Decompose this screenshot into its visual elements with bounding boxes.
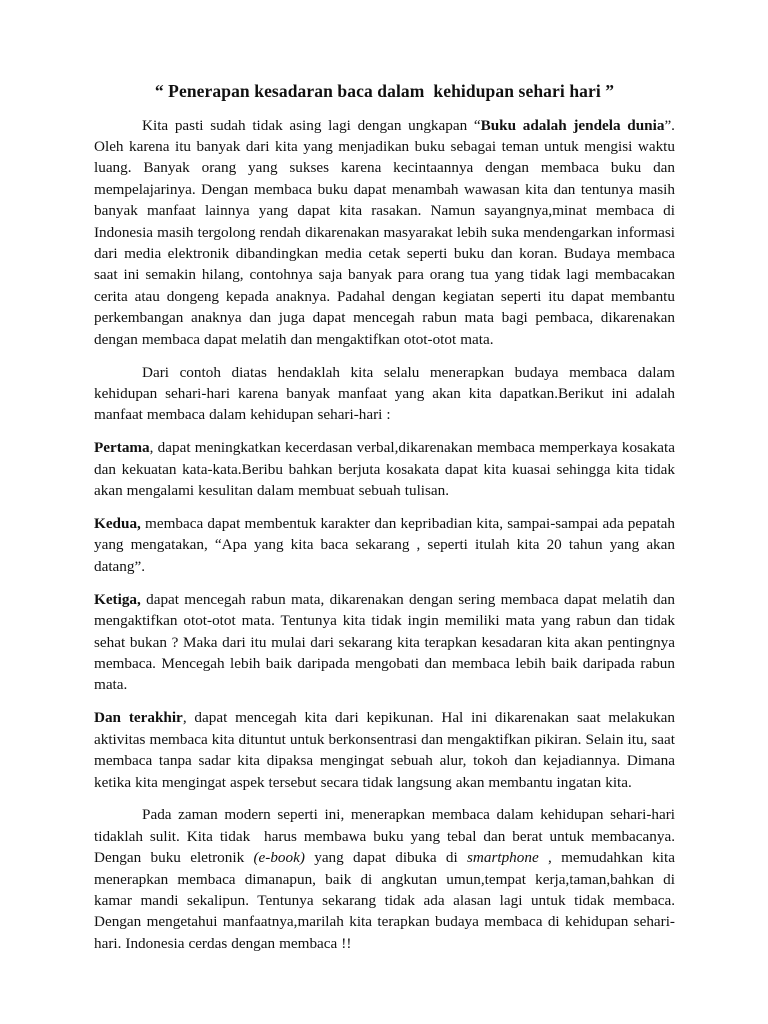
paragraph-benefit-ketiga [94, 589, 679, 696]
text-run: Pada zaman modern seperti ini, menerapkan membaca dalam kehidupan sehari-hari tidaklah sulit. Kita tidak harus membawa buku yang tebal dan berat untuk membacanya. Dengan buku eletronik [94, 806, 679, 867]
text-run: yang dapat dibuka di [304, 849, 467, 867]
text-run: , dapat meningkatkan kecerdasan verbal,dikarenakan membaca memperkaya kosakata dan kekuatan kata-kata.Beribu bahkan berjuta kosakata dapat kita kuasai sehingga kita tidak akan mengalami kesulitan dalam membuat sebuah tulisan. [94, 439, 679, 500]
text-run: membaca dapat membentuk karakter dan kepribadian kita, sampai-sampai ada pepatah yang mengatakan, “Apa yang kita baca sekarang , seperti itulah kita 20 tahun yang akan datang”. [94, 515, 679, 575]
paragraph-benefit-terakhir [94, 707, 679, 793]
italic-run: smartphone [466, 849, 539, 867]
bold-run: Buku adalah jendela dunia [480, 116, 665, 134]
bold-run: Ketiga, [94, 590, 141, 608]
paragraph-benefit-pertama [94, 437, 679, 501]
text-run: ”. Oleh karena itu banyak dari kita yang menjadikan buku sebagai teman untuk mengisi waktu luang. Banyak orang yang sukses karena kecintaannya dengan membaca buku dan mempelajarinya. Dengan membaca buku dapat menambah wawasan kita dan tentunya masih banyak manfaat lainnya yang dapat kita rasakan. Namun sayangnya,minat membaca di Indonesia masih tergolong rendah dikarenakan masyarakat lebih suka mendengarkan informasi dari media elektronik dibandingkan media cetak seperti buku dan koran. Budaya membaca saat ini semakin hilang, contohnya saja banyak para orang tua yang tidak lagi membacakan cerita atau dongeng kepada anaknya. Padahal dengan kegiatan seperti itu dapat membantu perkembangan anaknya dan juga dapat mencegah rabun mata bagi pembaca, dikarenakan dengan membaca dapat melatih dan mengaktifkan otot-otot mata. [94, 116, 679, 348]
bold-run: Dan terakhir [94, 709, 183, 727]
text-run: , dapat mencegah kita dari kepikunan. Hal ini dikarenakan saat melakukan aktivitas membaca kita dituntut untuk berkonsentrasi dan mengaktifkan pikiran. Selain itu, saat membaca tanpa sadar kita dipaksa mengingat sebuah alur, tokoh dan kejadiannya. Dimana ketika kita mengingat aspek tersebut secara tidak langsung akan membantu ingatan kita. [94, 709, 679, 791]
paragraph-intro [94, 115, 679, 350]
paragraph-container [94, 115, 679, 955]
text-run: dapat mencegah rabun mata, dikarenakan dengan sering membaca dapat melatih dan mengaktifkan otot-otot mata. Tentunya kita tidak ingin memiliki mata yang rabun dan tidak sehat bukan ? Maka dari itu mulai dari sekarang kita terapkan kesadaran kita akan pentingnya membaca. Mencegah lebih baik daripada mengobati dan membaca lebih baik daripada rabun mata. [94, 590, 679, 694]
text-run: , memudahkan kita menerapkan membaca dimanapun, baik di angkutan umun,tempat kerja,taman,bahkan di kamar mandi sekalipun. Tentunya sekarang tidak ada alasan lagi untuk tidak membaca. Dengan mengetahui manfaatnya,marilah kita terapkan budaya membaca di kehidupan sehari-hari. Indonesia cerdas dengan membaca !! [94, 849, 679, 952]
text-run: Dari contoh diatas hendaklah kita selalu menerapkan budaya membaca dalam kehidupan sehari-hari karena banyak manfaat yang akan kita dapatkan.Berikut ini adalah manfaat membaca dalam kehidupan sehari-hari : [94, 363, 679, 424]
bold-run: Pertama [94, 439, 150, 457]
paragraph-benefit-kedua [94, 513, 679, 577]
page-title: “ Penerapan kesadaran baca dalam kehidupan sehari hari ” [154, 81, 615, 101]
paragraph-closing [94, 804, 679, 954]
italic-run: (e-book) [253, 849, 305, 867]
document-body [94, 80, 679, 954]
bold-run: Kedua, [94, 515, 141, 533]
paragraph-lead-in [94, 362, 679, 426]
text-run: Kita pasti sudah tidak asing lagi dengan ungkapan “ [142, 116, 481, 134]
